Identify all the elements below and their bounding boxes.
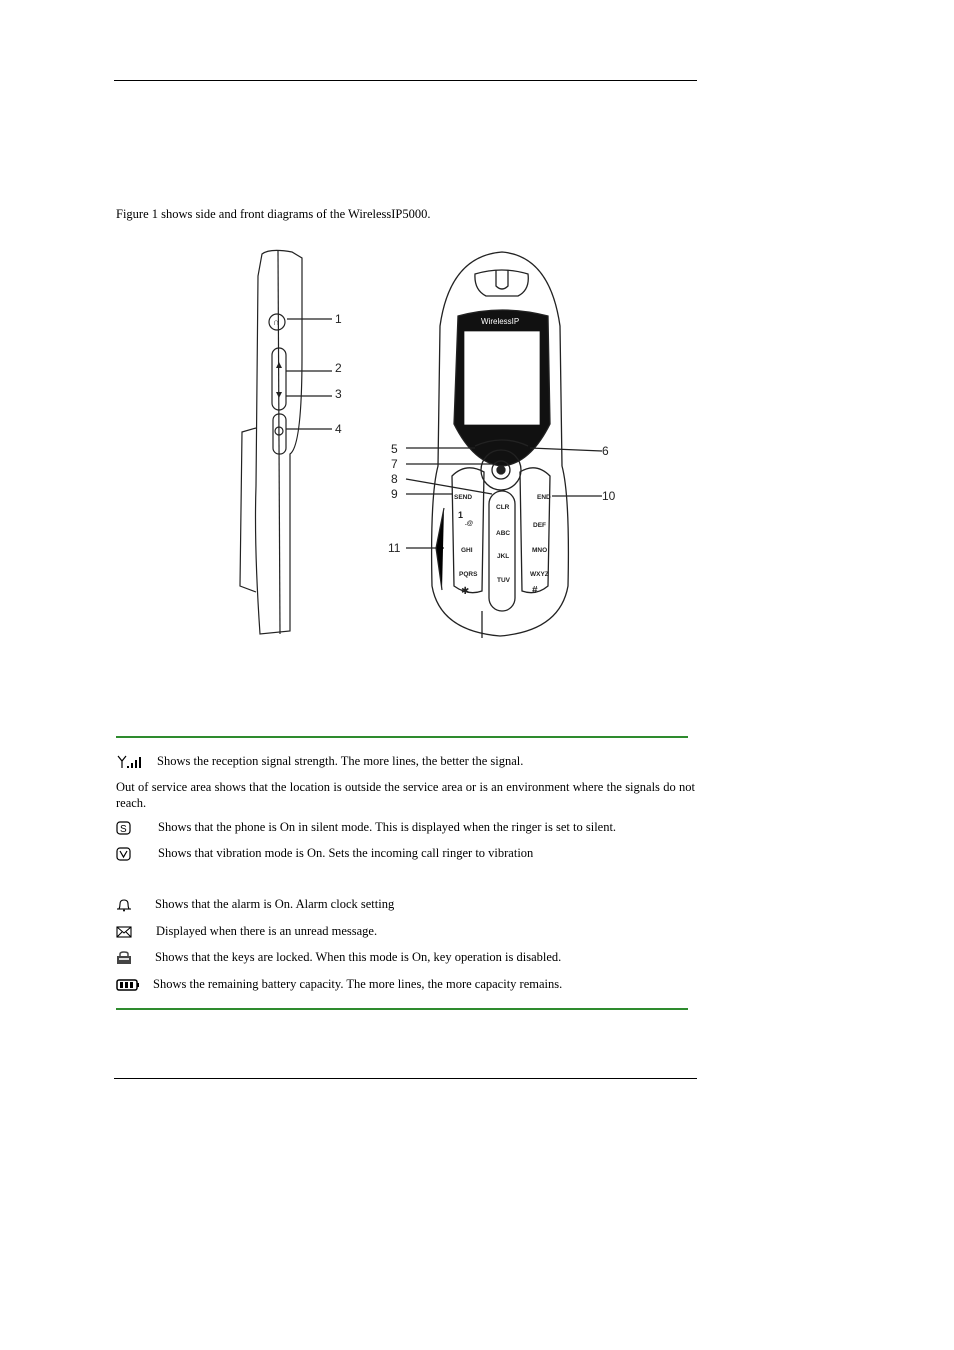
callout-9: 9 — [391, 487, 398, 501]
key-1: 1 — [458, 510, 464, 520]
section-rule-bottom — [116, 1008, 688, 1010]
icon-row-battery — [116, 977, 562, 992]
callout-10: 10 — [602, 489, 616, 503]
side-callouts — [335, 312, 342, 436]
end-key: END — [537, 494, 551, 501]
key-5-sub: JKL — [497, 553, 510, 560]
icon-row-alarm — [116, 897, 394, 912]
keylock-description: Shows that the keys are locked. When this mode is On, key operation is disabled. — [155, 950, 562, 964]
icon-row-message — [116, 924, 377, 939]
key-hash: # — [532, 585, 538, 596]
out-of-service-text: Out of service area shows that the location is outside the service area or is an environment where the signals do not reach. — [116, 780, 695, 810]
callout-7: 7 — [391, 457, 398, 471]
key-2-sub: ABC — [496, 530, 511, 537]
callout-6: 6 — [602, 444, 609, 458]
key-7-sub: PQRS — [459, 571, 478, 578]
signal-description: Shows the reception signal strength. The more lines, the better the signal. — [157, 754, 524, 768]
key-lock-icon — [116, 951, 146, 965]
signal-strength-icon — [116, 755, 146, 769]
svg-text:S: S — [120, 823, 127, 835]
icon-row-keylock — [116, 950, 561, 965]
battery-icon — [116, 978, 146, 992]
key-star: ✱ — [461, 586, 470, 597]
key-1-sub: .@ — [465, 520, 474, 527]
key-4-sub: GHI — [461, 547, 473, 554]
vibration-description: Shows that vibration mode is On. Sets the incoming call ringer to vibration — [158, 846, 534, 860]
phone-diagram — [230, 246, 630, 646]
send-key: SEND — [454, 494, 473, 501]
brand-label: WirelessIP — [481, 317, 520, 326]
battery-description: Shows the remaining battery capacity. The more lines, the more capacity remains. — [153, 977, 563, 991]
icon-row-vibration — [116, 846, 533, 861]
footer-rule — [114, 1078, 697, 1079]
svg-text:∩: ∩ — [273, 317, 280, 327]
icon-row-signal — [116, 754, 523, 769]
key-6-sub: MNO — [532, 547, 548, 554]
key-9-sub: WXYZ — [530, 571, 549, 578]
callout-3: 3 — [335, 387, 342, 401]
callout-11: 11 — [388, 541, 401, 555]
vibration-mode-icon — [116, 847, 146, 861]
key-8-sub: TUV — [497, 577, 510, 584]
section-rule-top — [116, 736, 688, 738]
clr-key: CLR — [496, 504, 510, 511]
silent-mode-icon — [116, 821, 146, 835]
callout-5: 5 — [391, 442, 398, 456]
callout-1: 1 — [335, 312, 342, 326]
alarm-icon — [116, 898, 146, 912]
alarm-description: Shows that the alarm is On. Alarm clock setting — [155, 897, 395, 911]
callout-4: 4 — [335, 422, 342, 436]
message-description: Displayed when there is an unread message. — [156, 924, 378, 938]
icon-row-silent — [116, 820, 616, 835]
key-3-sub: DEF — [533, 522, 546, 529]
silent-description: Shows that the phone is On in silent mode. This is displayed when the ringer is set to silent. — [158, 820, 617, 834]
callout-2: 2 — [335, 361, 342, 375]
callout-8: 8 — [391, 472, 398, 486]
intro-text: Figure 1 shows side and front diagrams of the WirelessIP5000. — [116, 207, 431, 221]
message-icon — [116, 925, 146, 939]
header-rule — [114, 80, 697, 81]
